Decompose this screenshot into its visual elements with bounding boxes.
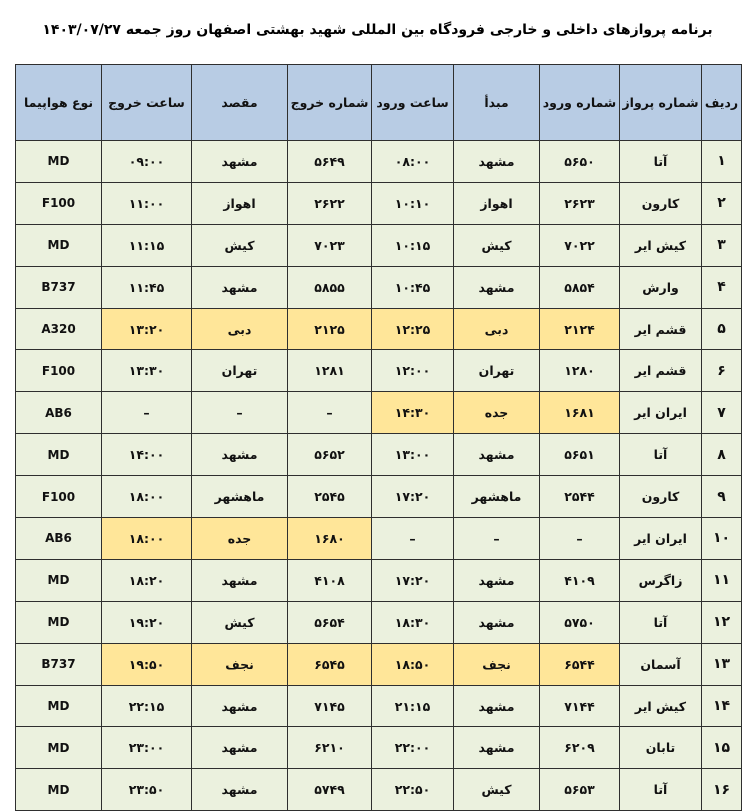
table-row — [16, 685, 742, 727]
departure-time-cell: ۱۸:۰۰ — [102, 476, 192, 518]
departure-number-cell: ۱۶۸۰ — [288, 518, 372, 560]
departure-time-cell: ۲۲:۱۵ — [102, 685, 192, 727]
table-row — [16, 308, 742, 350]
departure-time-cell: ۰۹:۰۰ — [102, 141, 192, 183]
table-row — [16, 224, 742, 266]
aircraft-type-cell: MD — [16, 769, 102, 811]
aircraft-type-cell: MD — [16, 601, 102, 643]
origin-cell: اهواز — [454, 182, 540, 224]
arrival-number-cell: ۲۶۲۳ — [540, 182, 620, 224]
flight-name-cell: آتا — [620, 141, 702, 183]
aircraft-type-cell: AB6 — [16, 392, 102, 434]
destination-cell: تهران — [192, 350, 288, 392]
row-number-cell: ۲ — [702, 182, 742, 224]
origin-cell: کیش — [454, 224, 540, 266]
flight-name-cell: زاگرس — [620, 559, 702, 601]
flight-name-cell: وارش — [620, 266, 702, 308]
departure-time-cell: ۱۴:۰۰ — [102, 434, 192, 476]
table-row — [16, 769, 742, 811]
departure-number-cell: ۶۲۱۰ — [288, 727, 372, 769]
table-row — [16, 601, 742, 643]
destination-cell: مشهد — [192, 559, 288, 601]
destination-cell: اهواز — [192, 182, 288, 224]
header-cell: ساعت خروج — [102, 65, 192, 141]
departure-time-cell: ۱۹:۵۰ — [102, 643, 192, 685]
arrival-number-cell: ۲۱۲۴ — [540, 308, 620, 350]
header-cell: ردیف — [702, 65, 742, 141]
table-row — [16, 182, 742, 224]
aircraft-type-cell: MD — [16, 141, 102, 183]
departure-time-cell: – — [102, 392, 192, 434]
header-cell: مبدأ — [454, 65, 540, 141]
destination-cell: مشهد — [192, 727, 288, 769]
aircraft-type-cell: MD — [16, 727, 102, 769]
row-number-cell: ۱۶ — [702, 769, 742, 811]
arrival-time-cell: ۱۸:۵۰ — [372, 643, 454, 685]
aircraft-type-cell: AB6 — [16, 518, 102, 560]
arrival-time-cell: ۱۰:۱۰ — [372, 182, 454, 224]
departure-time-cell: ۱۱:۴۵ — [102, 266, 192, 308]
flight-name-cell: کارون — [620, 182, 702, 224]
departure-number-cell: ۵۸۵۵ — [288, 266, 372, 308]
flight-name-cell: آسمان — [620, 643, 702, 685]
departure-time-cell: ۱۳:۲۰ — [102, 308, 192, 350]
origin-cell: جده — [454, 392, 540, 434]
row-number-cell: ۸ — [702, 434, 742, 476]
arrival-number-cell: ۷۰۲۲ — [540, 224, 620, 266]
destination-cell: نجف — [192, 643, 288, 685]
arrival-number-cell: ۷۱۴۴ — [540, 685, 620, 727]
flight-name-cell: کارون — [620, 476, 702, 518]
row-number-cell: ۵ — [702, 308, 742, 350]
flight-name-cell: کیش ایر — [620, 685, 702, 727]
departure-number-cell: ۷۰۲۳ — [288, 224, 372, 266]
departure-number-cell: ۴۱۰۸ — [288, 559, 372, 601]
arrival-time-cell: ۱۲:۲۵ — [372, 308, 454, 350]
flight-name-cell: ایران ایر — [620, 518, 702, 560]
departure-time-cell: ۲۳:۵۰ — [102, 769, 192, 811]
arrival-time-cell: – — [372, 518, 454, 560]
departure-time-cell: ۲۳:۰۰ — [102, 727, 192, 769]
flight-name-cell: کیش ایر — [620, 224, 702, 266]
destination-cell: مشهد — [192, 685, 288, 727]
departure-time-cell: ۱۱:۰۰ — [102, 182, 192, 224]
arrival-time-cell: ۱۰:۱۵ — [372, 224, 454, 266]
table-row — [16, 518, 742, 560]
flight-name-cell: تابان — [620, 727, 702, 769]
aircraft-type-cell: F100 — [16, 350, 102, 392]
origin-cell: مشهد — [454, 685, 540, 727]
arrival-number-cell: – — [540, 518, 620, 560]
arrival-time-cell: ۲۲:۵۰ — [372, 769, 454, 811]
aircraft-type-cell: F100 — [16, 476, 102, 518]
table-row — [16, 559, 742, 601]
arrival-number-cell: ۵۷۵۰ — [540, 601, 620, 643]
table-row — [16, 434, 742, 476]
origin-cell: دبی — [454, 308, 540, 350]
row-number-cell: ۱۴ — [702, 685, 742, 727]
departure-time-cell: ۱۹:۲۰ — [102, 601, 192, 643]
row-number-cell: ۱۳ — [702, 643, 742, 685]
aircraft-type-cell: MD — [16, 434, 102, 476]
row-number-cell: ۳ — [702, 224, 742, 266]
arrival-time-cell: ۱۲:۰۰ — [372, 350, 454, 392]
departure-number-cell: ۷۱۴۵ — [288, 685, 372, 727]
departure-time-cell: ۱۱:۱۵ — [102, 224, 192, 266]
arrival-time-cell: ۲۱:۱۵ — [372, 685, 454, 727]
arrival-number-cell: ۱۲۸۰ — [540, 350, 620, 392]
aircraft-type-cell: B737 — [16, 643, 102, 685]
departure-time-cell: ۱۳:۳۰ — [102, 350, 192, 392]
arrival-time-cell: ۱۷:۲۰ — [372, 476, 454, 518]
flight-name-cell: قشم ایر — [620, 350, 702, 392]
header-cell: شماره ورود — [540, 65, 620, 141]
flight-name-cell: آتا — [620, 769, 702, 811]
aircraft-type-cell: MD — [16, 685, 102, 727]
table-row — [16, 476, 742, 518]
origin-cell: تهران — [454, 350, 540, 392]
row-number-cell: ۱۰ — [702, 518, 742, 560]
departure-number-cell: ۵۷۴۹ — [288, 769, 372, 811]
aircraft-type-cell: A320 — [16, 308, 102, 350]
arrival-number-cell: ۵۶۵۱ — [540, 434, 620, 476]
origin-cell: مشهد — [454, 559, 540, 601]
arrival-time-cell: ۱۸:۳۰ — [372, 601, 454, 643]
origin-cell: مشهد — [454, 434, 540, 476]
table-row — [16, 350, 742, 392]
aircraft-type-cell: MD — [16, 224, 102, 266]
arrival-number-cell: ۲۵۴۴ — [540, 476, 620, 518]
header-cell: نوع هواپیما — [16, 65, 102, 141]
destination-cell: مشهد — [192, 266, 288, 308]
flight-name-cell: آتا — [620, 434, 702, 476]
row-number-cell: ۱ — [702, 141, 742, 183]
flight-schedule — [15, 64, 741, 811]
row-number-cell: ۴ — [702, 266, 742, 308]
origin-cell: مشهد — [454, 727, 540, 769]
destination-cell: مشهد — [192, 434, 288, 476]
arrival-time-cell: ۱۳:۰۰ — [372, 434, 454, 476]
origin-cell: – — [454, 518, 540, 560]
destination-cell: کیش — [192, 601, 288, 643]
departure-time-cell: ۱۸:۲۰ — [102, 559, 192, 601]
aircraft-type-cell: MD — [16, 559, 102, 601]
arrival-time-cell: ۰۸:۰۰ — [372, 141, 454, 183]
destination-cell: – — [192, 392, 288, 434]
flight-name-cell: ایران ایر — [620, 392, 702, 434]
table-row — [16, 643, 742, 685]
departure-time-cell: ۱۸:۰۰ — [102, 518, 192, 560]
arrival-time-cell: ۱۰:۴۵ — [372, 266, 454, 308]
table-row — [16, 392, 742, 434]
header-cell: مقصد — [192, 65, 288, 141]
row-number-cell: ۱۱ — [702, 559, 742, 601]
departure-number-cell: ۲۶۲۲ — [288, 182, 372, 224]
row-number-cell: ۱۵ — [702, 727, 742, 769]
flight-name-cell: آتا — [620, 601, 702, 643]
origin-cell: مشهد — [454, 266, 540, 308]
destination-cell: مشهد — [192, 769, 288, 811]
header-cell: شماره خروج — [288, 65, 372, 141]
arrival-number-cell: ۱۶۸۱ — [540, 392, 620, 434]
destination-cell: ماهشهر — [192, 476, 288, 518]
origin-cell: مشهد — [454, 141, 540, 183]
destination-cell: مشهد — [192, 141, 288, 183]
arrival-time-cell: ۱۴:۳۰ — [372, 392, 454, 434]
header-cell: شماره پرواز — [620, 65, 702, 141]
flight-name-cell: قشم ایر — [620, 308, 702, 350]
departure-number-cell: ۲۱۲۵ — [288, 308, 372, 350]
header-cell: ساعت ورود — [372, 65, 454, 141]
row-number-cell: ۶ — [702, 350, 742, 392]
table-row — [16, 727, 742, 769]
table-header-row — [16, 65, 742, 141]
table-row — [16, 266, 742, 308]
destination-cell: جده — [192, 518, 288, 560]
origin-cell: ماهشهر — [454, 476, 540, 518]
departure-number-cell: ۵۶۴۹ — [288, 141, 372, 183]
origin-cell: نجف — [454, 643, 540, 685]
arrival-number-cell: ۶۲۰۹ — [540, 727, 620, 769]
destination-cell: دبی — [192, 308, 288, 350]
row-number-cell: ۱۲ — [702, 601, 742, 643]
arrival-number-cell: ۵۶۵۰ — [540, 141, 620, 183]
departure-number-cell: ۵۶۵۴ — [288, 601, 372, 643]
arrival-number-cell: ۴۱۰۹ — [540, 559, 620, 601]
departure-number-cell: ۲۵۴۵ — [288, 476, 372, 518]
aircraft-type-cell: F100 — [16, 182, 102, 224]
aircraft-type-cell: B737 — [16, 266, 102, 308]
page-title: برنامه پروازهای داخلی و خارجی فرودگاه بین المللی شهید بهشتی اصفهان روز جمعه ۱۴۰۳/۰۷/۲۷ — [42, 22, 713, 38]
row-number-cell: ۹ — [702, 476, 742, 518]
departure-number-cell: ۶۵۴۵ — [288, 643, 372, 685]
table-row — [16, 141, 742, 183]
origin-cell: مشهد — [454, 601, 540, 643]
arrival-number-cell: ۵۶۵۳ — [540, 769, 620, 811]
departure-number-cell: – — [288, 392, 372, 434]
arrival-number-cell: ۶۵۴۴ — [540, 643, 620, 685]
arrival-time-cell: ۱۷:۲۰ — [372, 559, 454, 601]
departure-number-cell: ۵۶۵۲ — [288, 434, 372, 476]
arrival-time-cell: ۲۲:۰۰ — [372, 727, 454, 769]
row-number-cell: ۷ — [702, 392, 742, 434]
flights-table — [15, 64, 742, 811]
arrival-number-cell: ۵۸۵۴ — [540, 266, 620, 308]
departure-number-cell: ۱۲۸۱ — [288, 350, 372, 392]
origin-cell: کیش — [454, 769, 540, 811]
destination-cell: کیش — [192, 224, 288, 266]
